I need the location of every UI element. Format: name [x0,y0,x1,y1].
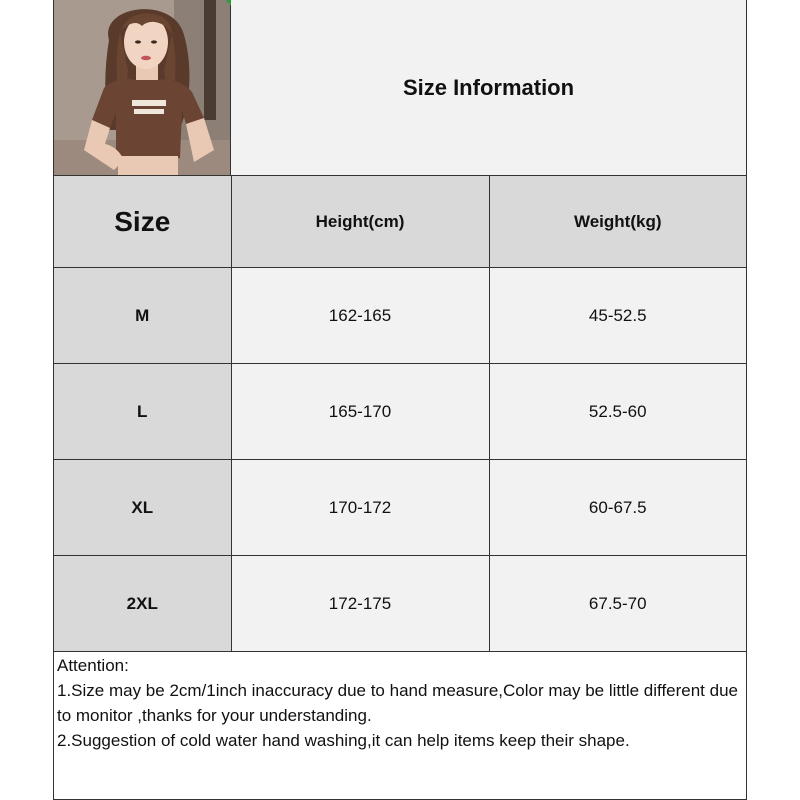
weight-cell: 52.5-60 [489,364,746,460]
table-row [54,268,746,364]
weight-cell: 60-67.5 [489,460,746,556]
page-title: Size Information [402,74,575,100]
table-row [54,364,746,460]
size-cell: L [54,364,231,460]
notes-heading: Attention: [57,656,129,675]
table-header-row [54,176,746,268]
weight-cell: 67.5-70 [489,556,746,652]
height-cell: 162-165 [231,268,489,364]
size-chart-sheet [53,0,747,800]
height-cell: 165-170 [231,364,489,460]
notes-line-1: 1.Size may be 2cm/1inch inaccuracy due to hand measure,Color may be little different due to monitor ,thanks for your understanding. [57,681,738,725]
table-row [54,556,746,652]
product-photo [54,0,231,175]
column-header-height: Height(cm) [231,176,489,268]
model-image [54,0,231,175]
column-header-size: Size [54,176,231,268]
height-cell: 170-172 [231,460,489,556]
attention-notes [57,653,743,753]
weight-cell: 45-52.5 [489,268,746,364]
size-cell: 2XL [54,556,231,652]
size-table [54,176,746,652]
header-row [54,0,746,176]
size-cell: XL [54,460,231,556]
title-cell [231,0,746,175]
size-cell: M [54,268,231,364]
table-row [54,460,746,556]
height-cell: 172-175 [231,556,489,652]
column-header-weight: Weight(kg) [489,176,746,268]
notes-line-2: 2.Suggestion of cold water hand washing,it can help items keep their shape. [57,731,630,750]
